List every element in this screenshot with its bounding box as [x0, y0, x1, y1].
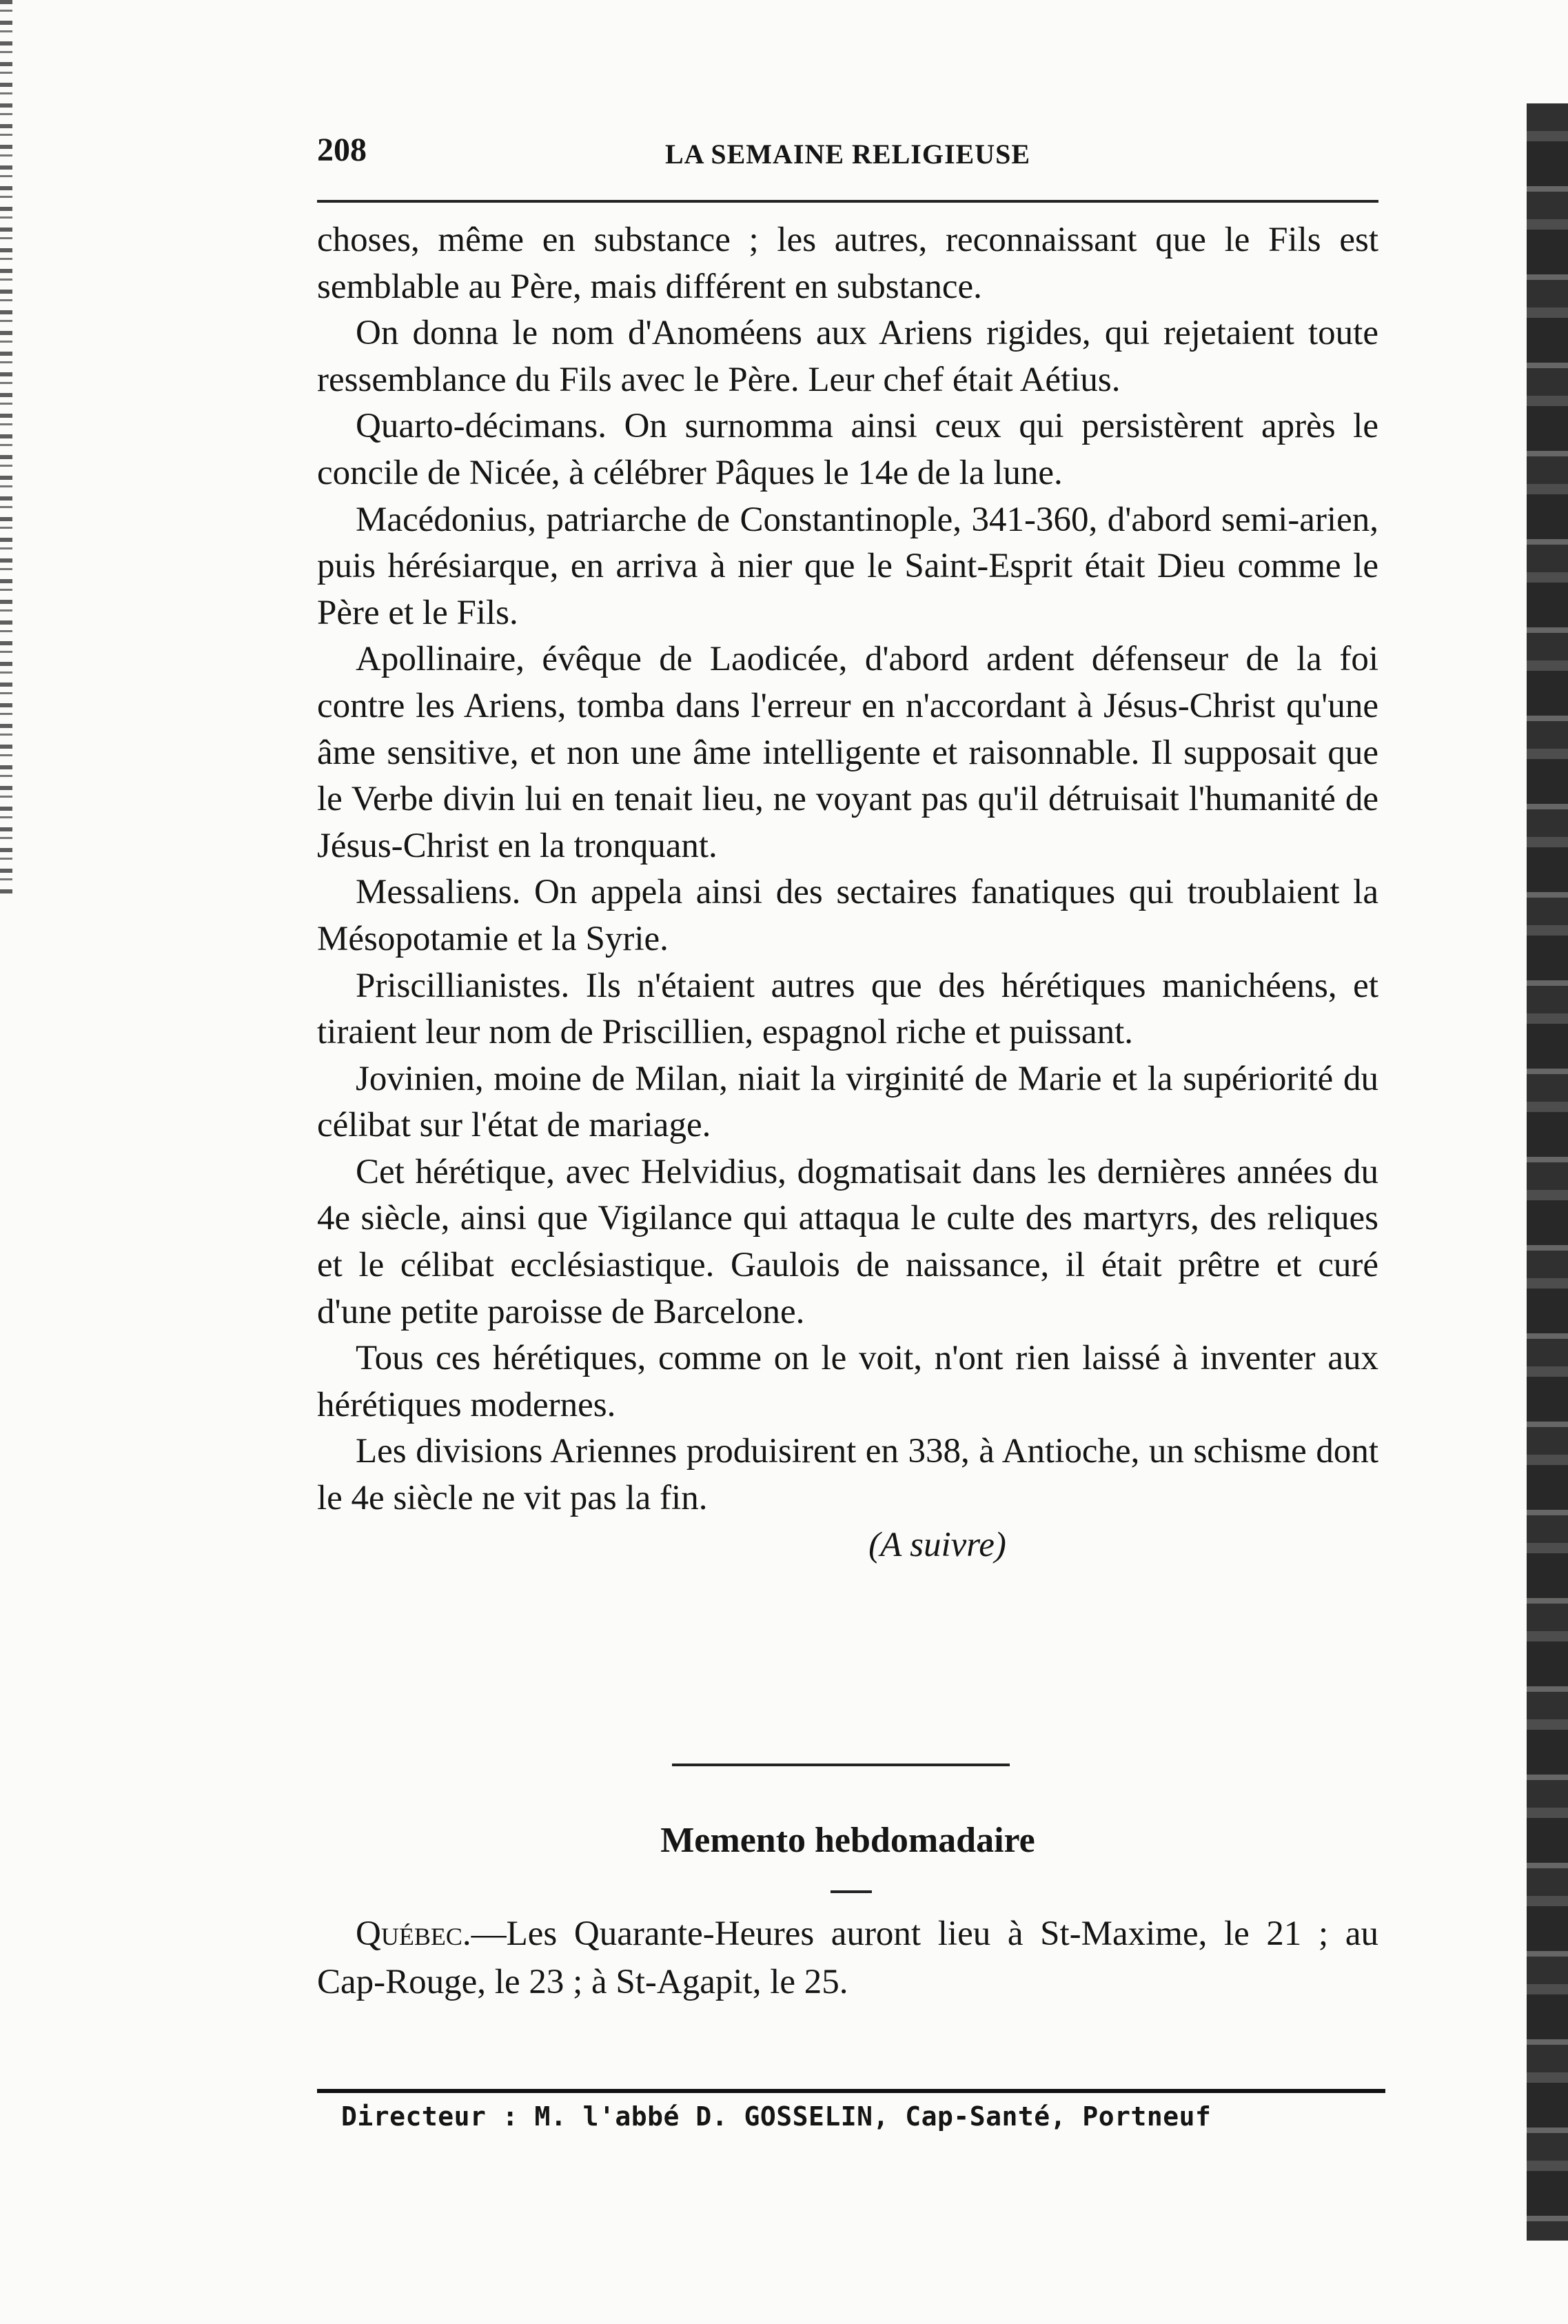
scan-edge-left — [0, 0, 12, 896]
paragraph: Les divisions Ariennes produisirent en 338, à Antioche, un schisme dont le 4e siècle ne vit pas la fin. — [317, 1432, 1378, 1518]
paragraph: On donna le nom d'Anoméens aux Ariens rigides, qui rejetaient toute ressemblance du Fils avec le Père. Leur chef était Aétius. — [317, 314, 1378, 399]
paragraph: Cet hérétique, avec Helvidius, dogmatisait dans les dernières années du 4e siècle, ainsi que Vigilance qui attaqua le culte des martyrs, des reliques et le célibat ecclésiastique. Gaulois de naissance, il était prêtre et curé d'une petite paroisse de Barcelone. — [317, 1152, 1378, 1331]
paragraph: Priscillianistes. Ils n'étaient autres que des hérétiques manichéens, et tiraient leur nom de Priscillien, espagnol riche et puissant. — [317, 966, 1378, 1052]
page-number: 208 — [317, 132, 367, 168]
memento-section — [317, 1910, 1378, 2006]
paragraph: Messaliens. On appela ainsi des sectaires fanatiques qui troublaient la Mésopotamie et la Syrie. — [317, 873, 1378, 958]
body-text — [317, 217, 1378, 1568]
memento-title: Memento hebdomadaire — [660, 1821, 1035, 1860]
paragraph: Jovinien, moine de Milan, niait la virginité de Marie et la supériorité du célibat sur l'état de mariage. — [317, 1059, 1378, 1145]
memento-text: —Les Quarante-Heures auront lieu à St-Maxime, le 21 ; au Cap-Rouge, le 23 ; à St-Agapit, le 25. — [317, 1914, 1378, 2001]
paragraph: Quarto-décimans. On surnomma ainsi ceux qui persistèrent après le concile de Nicée, à célébrer Pâques le 14e de la lune. — [317, 407, 1378, 492]
paragraph: Macédonius, patriarche de Constantinople, 341-360, d'abord semi-arien, puis hérésiarque, en arriva à nier que le Saint-Esprit était Dieu comme le Père et le Fils. — [317, 500, 1378, 632]
footer-credit: Directeur : M. l'abbé D. GOSSELIN, Cap-Santé, Portneuf — [341, 2101, 1212, 2132]
title-dash — [831, 1890, 872, 1893]
memento-place: Québec. — [356, 1914, 471, 1953]
paragraph: choses, même en substance ; les autres, reconnaissant que le Fils est semblable au Père, mais différent en substance. — [317, 221, 1378, 306]
page-header — [317, 131, 1378, 179]
section-divider — [672, 1764, 1010, 1766]
paragraph: Apollinaire, évêque de Laodicée, d'abord ardent défenseur de la foi contre les Ariens, tomba dans l'erreur en n'accordant à Jésus-Christ qu'une âme sensitive, et non une âme intelligente et raisonnable. Il supposait que le Verbe divin lui en tenait lieu, ne voyant pas qu'il détruisait l'humanité de Jésus-Christ en la tronquant. — [317, 640, 1378, 865]
memento-paragraph — [317, 1910, 1378, 2006]
running-title: LA SEMAINE RELIGIEUSE — [664, 139, 1031, 170]
paragraph: Tous ces hérétiques, comme on le voit, n'ont rien laissé à inventer aux hérétiques modernes. — [317, 1339, 1378, 1424]
scan-edge-right — [1527, 103, 1568, 2241]
continuation-note: (A suivre) — [868, 1525, 1006, 1564]
header-rule — [317, 200, 1378, 203]
footer-rule — [317, 2089, 1385, 2093]
